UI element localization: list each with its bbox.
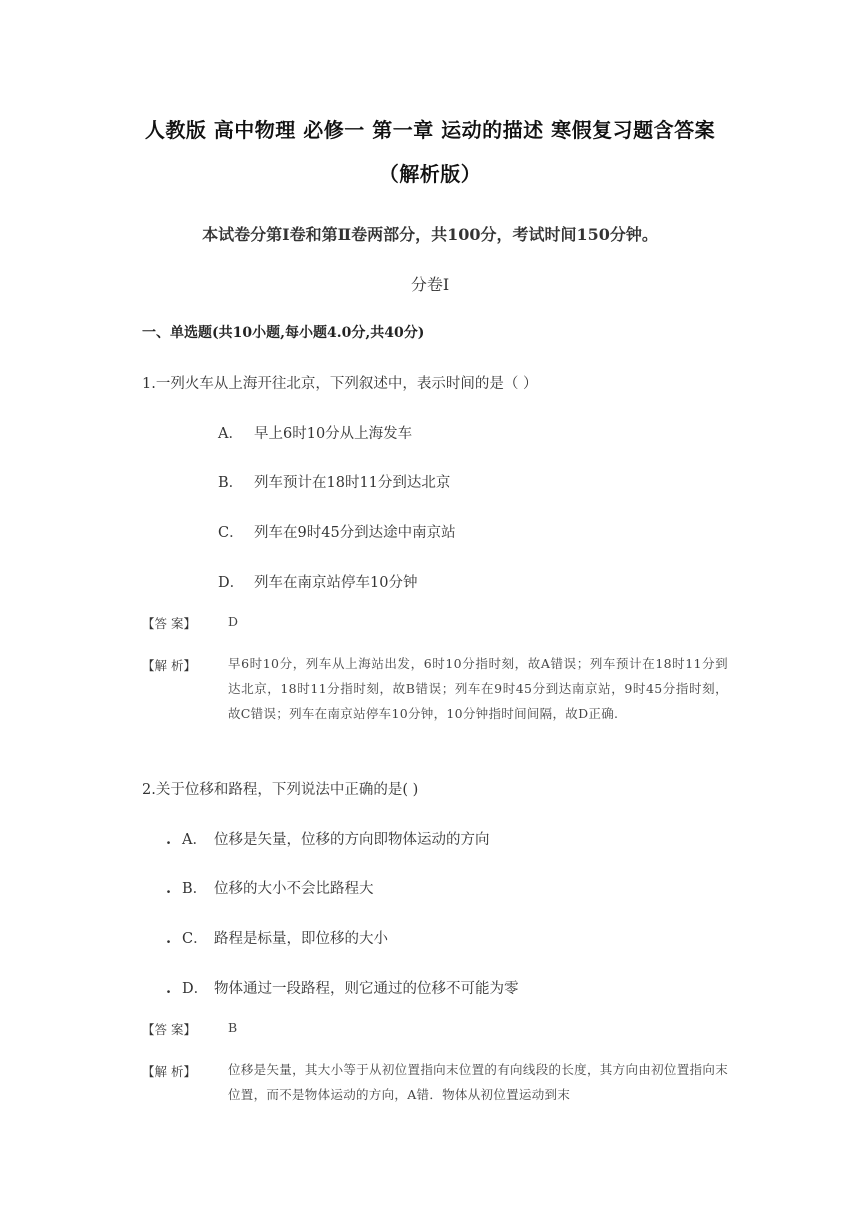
option-letter: B． [182,881,208,897]
question-1-answer-label: 【答 案】 [142,616,196,631]
document-title: 人教版 高中物理 必修一 第一章 运动的描述 寒假复习题含答案 [144,118,716,142]
option-letter: C． [218,525,244,541]
question-1-option-c [218,521,456,542]
option-letter: A． [218,426,243,442]
question-1-answer: D [228,614,239,629]
option-text: 列车在南京站停车10分钟 [254,575,418,591]
question-2-answer-label: 【答 案】 [142,1022,196,1037]
option-letter: D． [218,575,245,591]
question-1-explanation-label: 【解 析】 [142,658,196,673]
part-heading: 分卷Ⅰ [410,275,450,294]
option-letter: D． [182,981,209,997]
section-heading: 一、单选题(共10小题,每小题4.0分,共40分) [142,325,425,341]
question-1-option-a [218,422,412,443]
option-text: 位移的大小不会比路程大 [214,881,374,897]
option-text: 列车预计在18时11分到达北京 [254,475,451,491]
exam-intro: 本试卷分第Ⅰ卷和第Ⅱ卷两部分，共100分，考试时间150分钟。 [202,225,658,244]
question-2-stem: 2.关于位移和路程，下列说法中正确的是( ) [142,782,419,798]
question-2-option-c: . C． 路程是标量，即位移的大小 [166,927,388,948]
question-1-explanation: 早6时10分，列车从上海站出发，6时10分指时刻，故A错误；列车预计在18时11分到达北京，18时11分指时刻，故B错误；列车在9时45分到达南京站，9时45分指时刻，故C错误；列车在南京站停车10分钟，10分钟指时间间隔，故D正确. [228,656,728,721]
question-1-option-b [218,471,450,492]
option-letter: C． [182,931,208,947]
option-text: 早上6时10分从上海发车 [254,426,413,442]
option-text: 物体通过一段路程，则它通过的位移不可能为零 [214,981,519,997]
question-2-explanation-label: 【解 析】 [142,1064,196,1079]
question-1-stem: 1.一列火车从上海开往北京，下列叙述中，表示时间的是（ ） [142,376,538,392]
option-text: 位移是矢量，位移的方向即物体运动的方向 [214,832,490,848]
question-2-answer: B [228,1020,238,1035]
document-subtitle: （解析版） [378,162,482,186]
question-1-option-d [218,571,417,592]
option-letter: B． [218,475,244,491]
question-2-option-d: . D． 物体通过一段路程，则它通过的位移不可能为零 [166,977,519,998]
option-text: 列车在9时45分到达途中南京站 [254,525,456,541]
question-2-option-a: . A． 位移是矢量，位移的方向即物体运动的方向 [166,828,490,849]
option-text: 路程是标量，即位移的大小 [214,931,388,947]
question-2-explanation: 位移是矢量，其大小等于从初位置指向末位置的有向线段的长度，其方向由初位置指向末位置，而不是物体运动的方向，A错．物体从初位置运动到末 [228,1062,728,1102]
question-2-option-b: . B． 位移的大小不会比路程大 [166,877,374,898]
option-letter: A． [182,832,207,848]
